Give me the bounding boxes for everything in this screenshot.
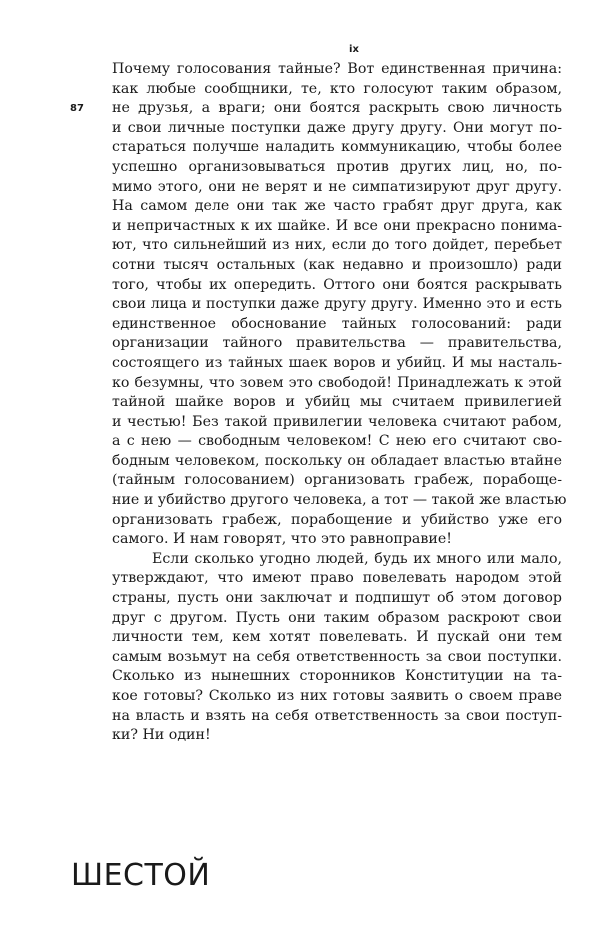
text-line: стараться получше наладить коммуникацию, чтобы более: [112, 139, 562, 156]
text-line: друг с другом. Пусть они таким образом раскроют свои: [112, 609, 562, 626]
margin-page-number: 87: [70, 103, 84, 114]
text-line: организовать грабеж, порабощение и убийство уже его: [112, 511, 562, 528]
text-line: ко безумны, что зовем это свободой! Принадлежать к этой: [112, 374, 562, 391]
text-line: бодным человеком, поскольку он обладает властью втайне: [112, 452, 562, 469]
text-line: сотни тысяч остальных (как недавно и произошло) ради: [112, 256, 562, 273]
text-line: ние и убийство другого человека, а тот — такой же властью: [112, 492, 567, 509]
text-line: личности тем, кем хотят повелевать. И пускай они тем: [112, 629, 562, 646]
text-line: и непричастных к их шайке. И все они прекрасно понима-: [112, 217, 562, 234]
body-text: [112, 60, 567, 746]
text-line: ки? Ни один!: [112, 727, 211, 744]
text-line: самым возьмут на себя ответственность за свои поступки.: [112, 648, 562, 665]
text-line: страны, пусть они заключат и подпишут об этом договор: [112, 590, 562, 607]
text-line: успешно организовываться против других лиц, но, по-: [112, 158, 562, 175]
text-line: того, чтобы их опередить. Оттого они боятся раскрывать: [112, 276, 562, 293]
text-line: мимо этого, они не верят и не симпатизируют друг другу.: [112, 178, 562, 195]
text-line: на власть и взять на себя ответственность за свои поступ-: [112, 707, 562, 724]
text-line: самого. И нам говорят, что это равноправие!: [112, 531, 452, 548]
text-line: и свои личные поступки даже другу другу. Они могут по-: [112, 119, 562, 136]
text-line: свои лица и поступки даже другу другу. Именно это и есть: [112, 296, 562, 313]
text-line: кое готовы? Сколько из них готовы заявить о своем праве: [112, 688, 562, 704]
text-line: как любые сообщники, те, кто голосуют таким образом,: [112, 80, 562, 97]
text-line: не друзья, а враги; они боятся раскрыть свою личность: [112, 100, 562, 117]
text-line: ют, что сильнейший из них, если до того дойдет, перебьет: [112, 237, 562, 254]
roman-page-number: ix: [349, 44, 359, 55]
text-line: состоящего из тайных шаек воров и убийц. И мы насталь-: [112, 354, 562, 371]
text-line: Сколько из нынешних сторонников Конституции на та-: [112, 668, 562, 685]
text-line: Почему голосования тайные? Вот единственная причина:: [112, 61, 562, 77]
text-line: тайной шайке воров и убийц мы считаем привилегией: [112, 394, 562, 411]
text-line: (тайным голосованием) организовать грабеж, порабоще-: [112, 472, 562, 489]
text-line: утверждают, что имеют право повелевать народом этой: [112, 570, 562, 587]
text-line: и честью! Без такой привилегии человека считают рабом,: [112, 413, 562, 430]
text-line: единственное обоснование тайных голосований: ради: [112, 315, 562, 332]
chapter-title: ШЕСТОЙ: [71, 858, 211, 893]
text-line: Если сколько угодно людей, будь их много или мало,: [152, 550, 562, 567]
text-line: На самом деле они так же часто грабят друг друга, как: [112, 198, 562, 215]
text-line: организации тайного правительства — правительства,: [112, 335, 562, 352]
text-line: а с нею — свободным человеком! С нею его считают сво-: [112, 433, 562, 450]
